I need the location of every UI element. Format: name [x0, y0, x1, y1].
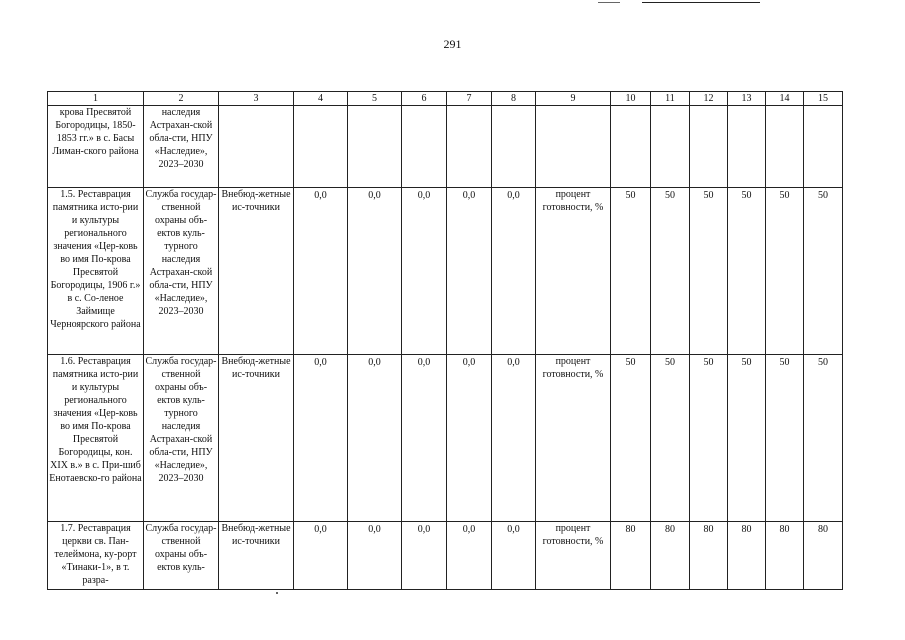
indicator-value-cell — [690, 106, 728, 188]
column-number: 7 — [447, 92, 492, 106]
table-row — [48, 188, 843, 355]
value-cell: 0,0 — [294, 355, 348, 522]
indicator-value-cell: 80 — [728, 522, 766, 590]
indicator-value-cell: 50 — [611, 188, 651, 355]
table-row — [48, 522, 843, 590]
executor-cell: Служба государ-ственной охраны объ-ектов куль- — [144, 522, 219, 590]
scan-speck — [276, 592, 278, 594]
indicator-value-cell: 50 — [690, 188, 728, 355]
indicator-value-cell — [651, 106, 690, 188]
indicator-value-cell: 80 — [651, 522, 690, 590]
indicator-cell: процент готовности, % — [536, 355, 611, 522]
indicator-value-cell: 50 — [611, 355, 651, 522]
column-number: 1 — [48, 92, 144, 106]
value-cell: 0,0 — [447, 522, 492, 590]
funding-source-cell: Внебюд-жетные ис-точники — [219, 355, 294, 522]
indicator-cell — [536, 106, 611, 188]
indicator-value-cell — [611, 106, 651, 188]
table-row — [48, 355, 843, 522]
funding-source-cell: Внебюд-жетные ис-точники — [219, 188, 294, 355]
indicator-value-cell: 50 — [728, 355, 766, 522]
indicator-value-cell: 80 — [611, 522, 651, 590]
value-cell — [492, 106, 536, 188]
funding-source-cell: Внебюд-жетные ис-точники — [219, 522, 294, 590]
column-number: 3 — [219, 92, 294, 106]
value-cell: 0,0 — [294, 188, 348, 355]
column-number: 2 — [144, 92, 219, 106]
column-number: 8 — [492, 92, 536, 106]
object-name-cell: 1.7. Реставрация церкви св. Пан-телеймона, ку-рорт «Тинаки-1», в т. разра- — [48, 522, 144, 590]
column-number: 12 — [690, 92, 728, 106]
value-cell: 0,0 — [348, 188, 402, 355]
indicator-value-cell: 50 — [766, 188, 804, 355]
indicator-cell: процент готовности, % — [536, 188, 611, 355]
column-number: 9 — [536, 92, 611, 106]
indicator-value-cell: 50 — [651, 355, 690, 522]
executor-cell: Служба государ-ственной охраны объ-ектов куль-турного наследия Астрахан-ской обла-сти, НПУ «Наследие», 2023–2030 — [144, 355, 219, 522]
column-number: 4 — [294, 92, 348, 106]
value-cell — [447, 106, 492, 188]
indicator-value-cell: 80 — [804, 522, 843, 590]
column-number: 14 — [766, 92, 804, 106]
value-cell: 0,0 — [447, 355, 492, 522]
indicator-value-cell: 50 — [804, 188, 843, 355]
indicator-cell: процент готовности, % — [536, 522, 611, 590]
funding-source-cell — [219, 106, 294, 188]
indicator-value-cell: 80 — [766, 522, 804, 590]
table-row — [48, 106, 843, 188]
column-number: 13 — [728, 92, 766, 106]
indicator-value-cell: 50 — [651, 188, 690, 355]
object-name-cell: 1.5. Реставрация памятника исто-рии и культуры регионального значения «Цер-ковь во имя По-крова Пресвятой Богородицы, 1906 г.» в с. Со-леное Займище Черноярского района — [48, 188, 144, 355]
indicator-value-cell: 80 — [690, 522, 728, 590]
column-number: 10 — [611, 92, 651, 106]
value-cell: 0,0 — [492, 188, 536, 355]
value-cell — [402, 106, 447, 188]
table-header-row — [48, 92, 843, 106]
executor-cell: Служба государ-ственной охраны объ-ектов куль-турного наследия Астрахан-ской обла-сти, НПУ «Наследие», 2023–2030 — [144, 188, 219, 355]
page-number: 291 — [443, 37, 462, 51]
indicator-value-cell: 50 — [804, 355, 843, 522]
value-cell: 0,0 — [492, 522, 536, 590]
column-number: 6 — [402, 92, 447, 106]
top-dash-mark — [598, 2, 620, 3]
value-cell — [348, 106, 402, 188]
value-cell: 0,0 — [447, 188, 492, 355]
executor-cell: наследия Астрахан-ской обла-сти, НПУ «Наследие», 2023–2030 — [144, 106, 219, 188]
indicator-value-cell — [766, 106, 804, 188]
indicator-value-cell: 50 — [690, 355, 728, 522]
object-name-cell: 1.6. Реставрация памятника исто-рии и культуры регионального значения «Цер-ковь во имя По-крова Пресвятой Богородицы, кон. XIX в.» в с. При-шиб Енотаевско-го района — [48, 355, 144, 522]
value-cell: 0,0 — [402, 188, 447, 355]
indicator-value-cell: 50 — [728, 188, 766, 355]
value-cell: 0,0 — [402, 355, 447, 522]
column-number: 5 — [348, 92, 402, 106]
column-number: 11 — [651, 92, 690, 106]
value-cell: 0,0 — [348, 355, 402, 522]
indicator-value-cell: 50 — [766, 355, 804, 522]
value-cell: 0,0 — [402, 522, 447, 590]
program-table — [47, 91, 843, 590]
indicator-value-cell — [804, 106, 843, 188]
value-cell — [294, 106, 348, 188]
value-cell: 0,0 — [348, 522, 402, 590]
object-name-cell: крова Пресвятой Богородицы, 1850-1853 гг.» в с. Басы Лиман-ского района — [48, 106, 144, 188]
indicator-value-cell — [728, 106, 766, 188]
column-number: 15 — [804, 92, 843, 106]
value-cell: 0,0 — [492, 355, 536, 522]
top-rule-line — [642, 2, 760, 3]
value-cell: 0,0 — [294, 522, 348, 590]
